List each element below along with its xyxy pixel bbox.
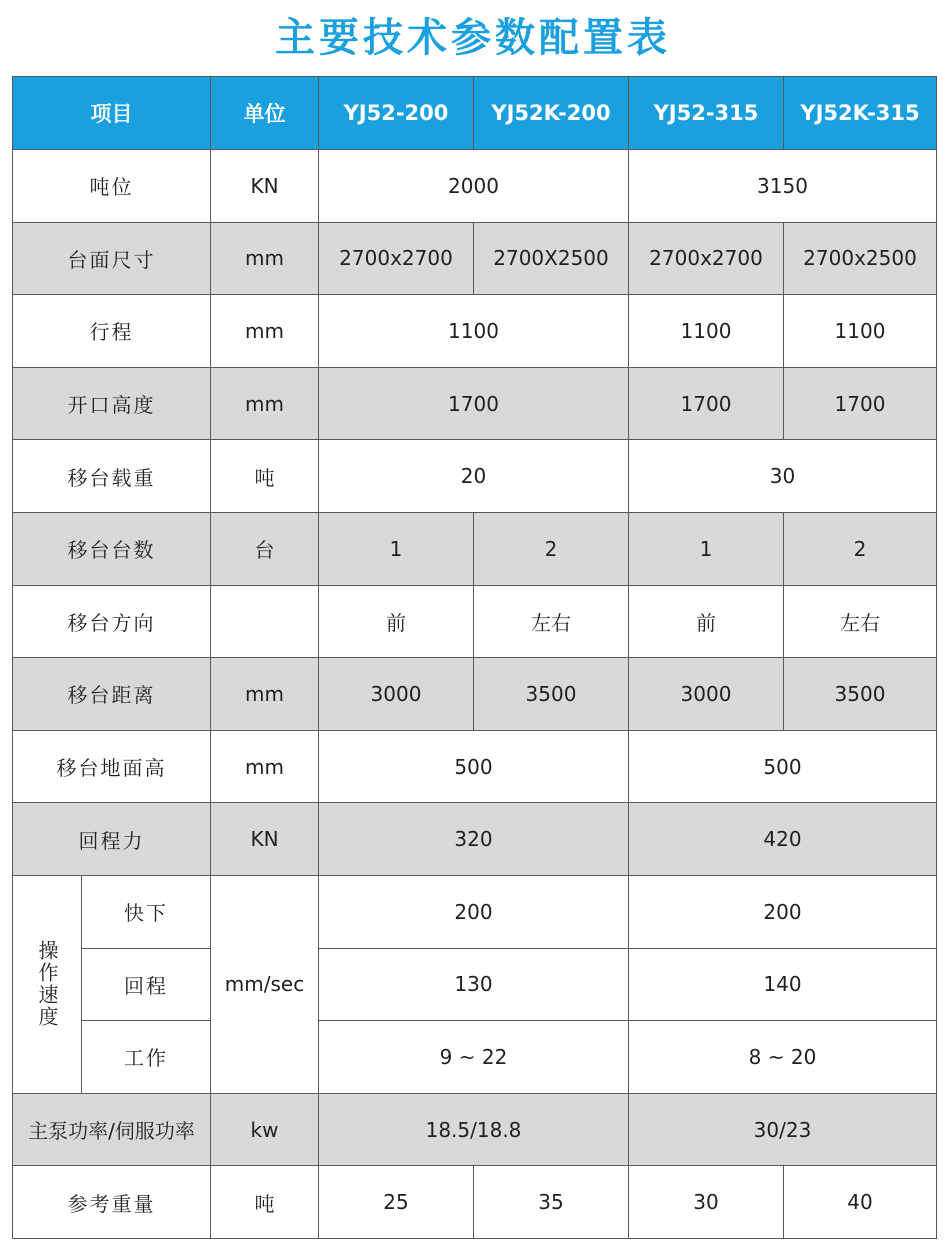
speed-group-label: 操作速度: [13, 875, 82, 1093]
table-row: [13, 1021, 937, 1094]
header-unit: 单位: [211, 77, 319, 150]
row-label: 移台地面高: [13, 730, 211, 803]
cell-value: 1: [319, 512, 474, 585]
table-row: [13, 150, 937, 223]
row-sublabel: 快下: [82, 875, 211, 948]
row-unit: [211, 585, 319, 658]
row-label: 移台方向: [13, 585, 211, 658]
row-unit: mm: [211, 222, 319, 295]
header-model: YJ52-200: [319, 77, 474, 150]
table-row: [13, 730, 937, 803]
cell-value: 1700: [319, 367, 629, 440]
cell-value: 2: [784, 512, 937, 585]
header-model: YJ52K-315: [784, 77, 937, 150]
cell-value: 500: [319, 730, 629, 803]
row-sublabel: 工作: [82, 1021, 211, 1094]
row-unit: mm: [211, 295, 319, 368]
cell-value: 30/23: [629, 1093, 937, 1166]
cell-value: 500: [629, 730, 937, 803]
row-label: 移台载重: [13, 440, 211, 513]
cell-value: 2700x2700: [319, 222, 474, 295]
cell-value: 2000: [319, 150, 629, 223]
table-row: [13, 512, 937, 585]
row-sublabel: 回程: [82, 948, 211, 1021]
table-row: [13, 803, 937, 876]
cell-value: 3500: [784, 658, 937, 731]
row-unit: kw: [211, 1093, 319, 1166]
cell-value: 140: [629, 948, 937, 1021]
cell-value: 1700: [784, 367, 937, 440]
table-row: [13, 222, 937, 295]
table-row: [13, 948, 937, 1021]
cell-value: 2: [474, 512, 629, 585]
cell-value: 3150: [629, 150, 937, 223]
header-model: YJ52-315: [629, 77, 784, 150]
cell-value: 25: [319, 1166, 474, 1239]
row-label: 移台台数: [13, 512, 211, 585]
cell-value: 1100: [629, 295, 784, 368]
cell-value: 18.5/18.8: [319, 1093, 629, 1166]
cell-value: 40: [784, 1166, 937, 1239]
header-item: 项目: [13, 77, 211, 150]
row-label: 行程: [13, 295, 211, 368]
cell-value: 1100: [319, 295, 629, 368]
cell-value: 1: [629, 512, 784, 585]
cell-value: 2700X2500: [474, 222, 629, 295]
row-unit: mm: [211, 730, 319, 803]
row-unit: 吨: [211, 1166, 319, 1239]
row-label: 台面尺寸: [13, 222, 211, 295]
row-label: 参考重量: [13, 1166, 211, 1239]
table-header-row: [13, 77, 937, 150]
cell-value: 2700x2700: [629, 222, 784, 295]
row-label: 移台距离: [13, 658, 211, 731]
cell-value: 左右: [474, 585, 629, 658]
row-label: 开口高度: [13, 367, 211, 440]
cell-value: 320: [319, 803, 629, 876]
row-unit: mm: [211, 367, 319, 440]
cell-value: 200: [629, 875, 937, 948]
row-label: 吨位: [13, 150, 211, 223]
row-unit: 台: [211, 512, 319, 585]
cell-value: 2700x2500: [784, 222, 937, 295]
cell-value: 1700: [629, 367, 784, 440]
cell-value: 前: [629, 585, 784, 658]
cell-value: 3500: [474, 658, 629, 731]
table-row: [13, 1166, 937, 1239]
cell-value: 420: [629, 803, 937, 876]
table-row: [13, 658, 937, 731]
table-row: [13, 295, 937, 368]
row-unit: mm: [211, 658, 319, 731]
table-row: [13, 585, 937, 658]
spec-table: [12, 76, 937, 1239]
table-row: [13, 440, 937, 513]
cell-value: 3000: [629, 658, 784, 731]
cell-value: 200: [319, 875, 629, 948]
table-row: [13, 875, 937, 948]
table-row: [13, 367, 937, 440]
row-unit: KN: [211, 150, 319, 223]
cell-value: 30: [629, 1166, 784, 1239]
page-title: 主要技术参数配置表: [275, 15, 671, 61]
table-row: [13, 1093, 937, 1166]
cell-value: 30: [629, 440, 937, 513]
row-unit: mm/sec: [211, 875, 319, 1093]
header-model: YJ52K-200: [474, 77, 629, 150]
cell-value: 左右: [784, 585, 937, 658]
cell-value: 20: [319, 440, 629, 513]
cell-value: 130: [319, 948, 629, 1021]
cell-value: 前: [319, 585, 474, 658]
row-unit: KN: [211, 803, 319, 876]
row-label: 回程力: [13, 803, 211, 876]
cell-value: 3000: [319, 658, 474, 731]
row-unit: 吨: [211, 440, 319, 513]
cell-value: 35: [474, 1166, 629, 1239]
cell-value: 8 ~ 20: [629, 1021, 937, 1094]
row-label: 主泵功率/伺服功率: [13, 1093, 211, 1166]
cell-value: 1100: [784, 295, 937, 368]
cell-value: 9 ~ 22: [319, 1021, 629, 1094]
